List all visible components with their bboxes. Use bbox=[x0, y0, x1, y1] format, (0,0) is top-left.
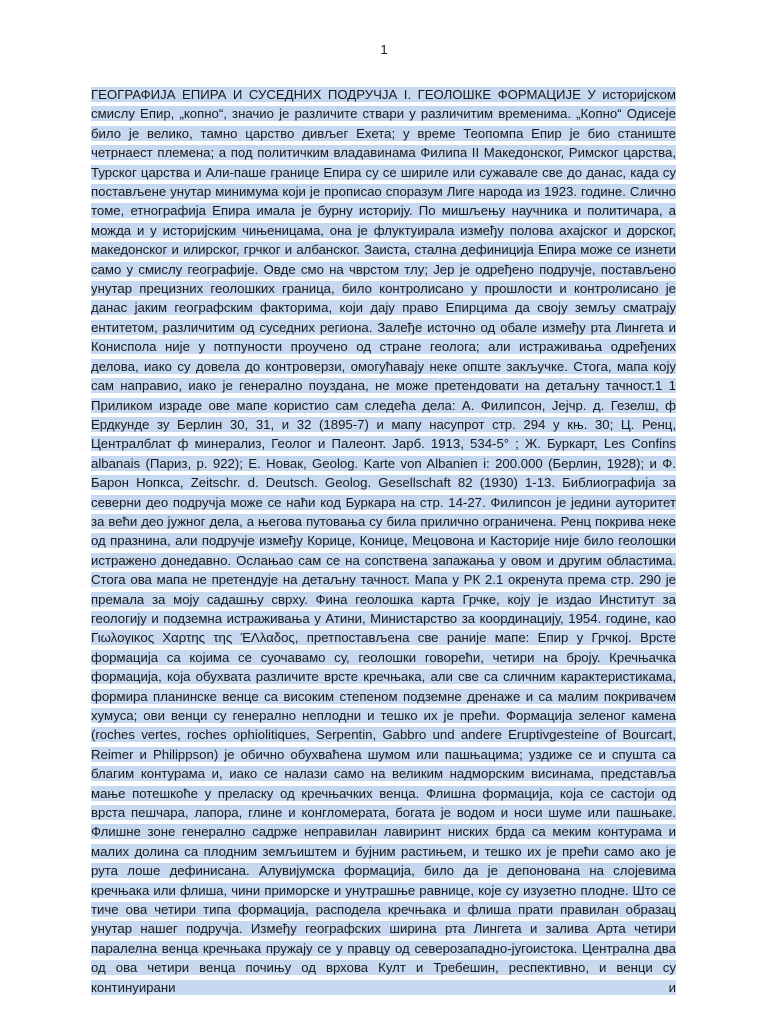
document-body-text[interactable] bbox=[91, 85, 676, 997]
page-number: 1 bbox=[380, 42, 388, 57]
selected-text-highlight: ГЕОГРАФИЈА ЕПИРА И СУСЕДНИХ ПОДРУЧЈА I. ГЕОЛОШКЕ ФОРМАЦИЈЕ У историјском смислу Епир, „копно“, значио је различите ствари у различитим временима. „Копно“ Одисеје било је велико, тамно царство дивљег Ехета; у време Теопомпа Епир је био станиште четрнаест племена; а под политичким владавинама Филипа II Македонског, Римског царства, Турског царства и Али-паше границе Епира су се шириле или сужавале све до данас, када су постављене унутар минимума који је прописао споразум Лиге народа из 1923. године. Слично томе, етнографија Епира имала је бурну историју. По мишљењу научника и политичара, а можда и у историјским чињеницама, она је флуктуирала између полова ахајског и дорског, македонског и илирског, грчког и албанског. Заиста, стална дефиниција Епира може се изнети само у смислу географије. Овде смо на чврстом тлу; Јер је одређено подручје, постављено унутар прецизних геолошких граница, било контролисано у прошлости и контролисано је данас јаким географским факторима, који дају право Епирцима да своју земљу сматрају ентитетом, различитим од суседних региона. Залеђе источно од обале између рта Лингета и Кониспола није у потпуности проучено од стране геолога; али истраживања одређених делова, иако су довела до контроверзи, омогућавају неке опште закључке. Стога, мапа коју сам направио, иако је генерално поуздана, не може претендовати на детаљну тачност.1 1 Приликом израде ове мапе користио сам следећа дела: А. Филипсон, Јејчр. д. Гезелш, ф Ердкунде зу Берлин 30, 31, и 32 (1895-7) и мапу насупрот стр. 294 у књ. 30; Ц. Ренц, Централблат ф минерализ, Геолог и Палеонт. Јарб. 1913, 534-5° ; Ж. Буркарт, Les Confins albanais (Париз, р. 922); Е. Новак, Geolog. Karte von Albanien i: 200.000 (Берлин, 1928); и Ф. Барон Нопкса, Zeitschr. d. Deutsch. Geolog. Gesellschaft 82 (1930) 1-13. Библиографија за северни део подручја може се наћи код Буркара на стр. 14-27. Филипсон је једини ауторитет за већи део јужног дела, а његова путовања су била прилично ограничена. Ренц покрива неке од празнина, али подручје између Корице, Конице, Мецовона и Касторије није било геолошки истражено донедавно. Ослањао сам се на сопствена запажања у овом и другим областима. Стога ова мапа не претендује на детаљну тачност. Мапа у РК 2.1 окренута према стр. 290 је премала за мoју садашњу сврху. Фина геолошка карта Грчке, коју је издао Институт за геологију и подземна истраживања у Атини, Министарство за координацију, 1954. године, као Γιωλογικος Χαρτης της ΈΛλαδος, претпостављена све раније мапе: Епир у Грчкој. Врсте формација са којима се суочавамо су, геолошки говорећи, четири на броју. Кречњачка формација, која обухвата различите врсте кречњака, али све са сличним карактеристикама, формира планинске венце са високим степеном подземне дренаже и са малим покривачем хумуса; ови венци су генерално неплодни и тешко их је прећи. Формација зеленог камена (roches vertes, roches ophiolitiques, Serpentin, Gabbro und andere Eruptivgesteine of Bourcart, Reimer и Philippson) је обично обухваћена шумом или пашњацима; уздиже се и спушта са благим контурама и, иако се налази само на великим надморским висинама, представља мање потешкоће у преласку од кречњачких венца. Флишна формација, која се састоји од врста пешчара, лапора, глине и конгломерата, богата је водом и носи шуме или пашњаке. Флишне зоне генерално садрже неправилан лавиринт ниских брда са меким контурама и малих долина са плодним земљиштем и бујним растињем, и тешко их је прећи само ако је рута лоше дефинисана. Алувијумска формација, било да је депонована на слојевима кречњака или флиша, чини приморске и унутрашње равнице, које су изузетно плодне. Што се тиче ова четири типа формација, расподела кречњака и флиша прати правилан образац унутар нашег подручја. Између географских ширина рта Лингета и залива Арта четири паралелна венца кречњака пружају се у правцу од северозападно-југоистока. Централна два од ова четири венца почињу од врхова Култ и Требешин, респективно, и венци су континуирани и bbox=[91, 87, 676, 995]
